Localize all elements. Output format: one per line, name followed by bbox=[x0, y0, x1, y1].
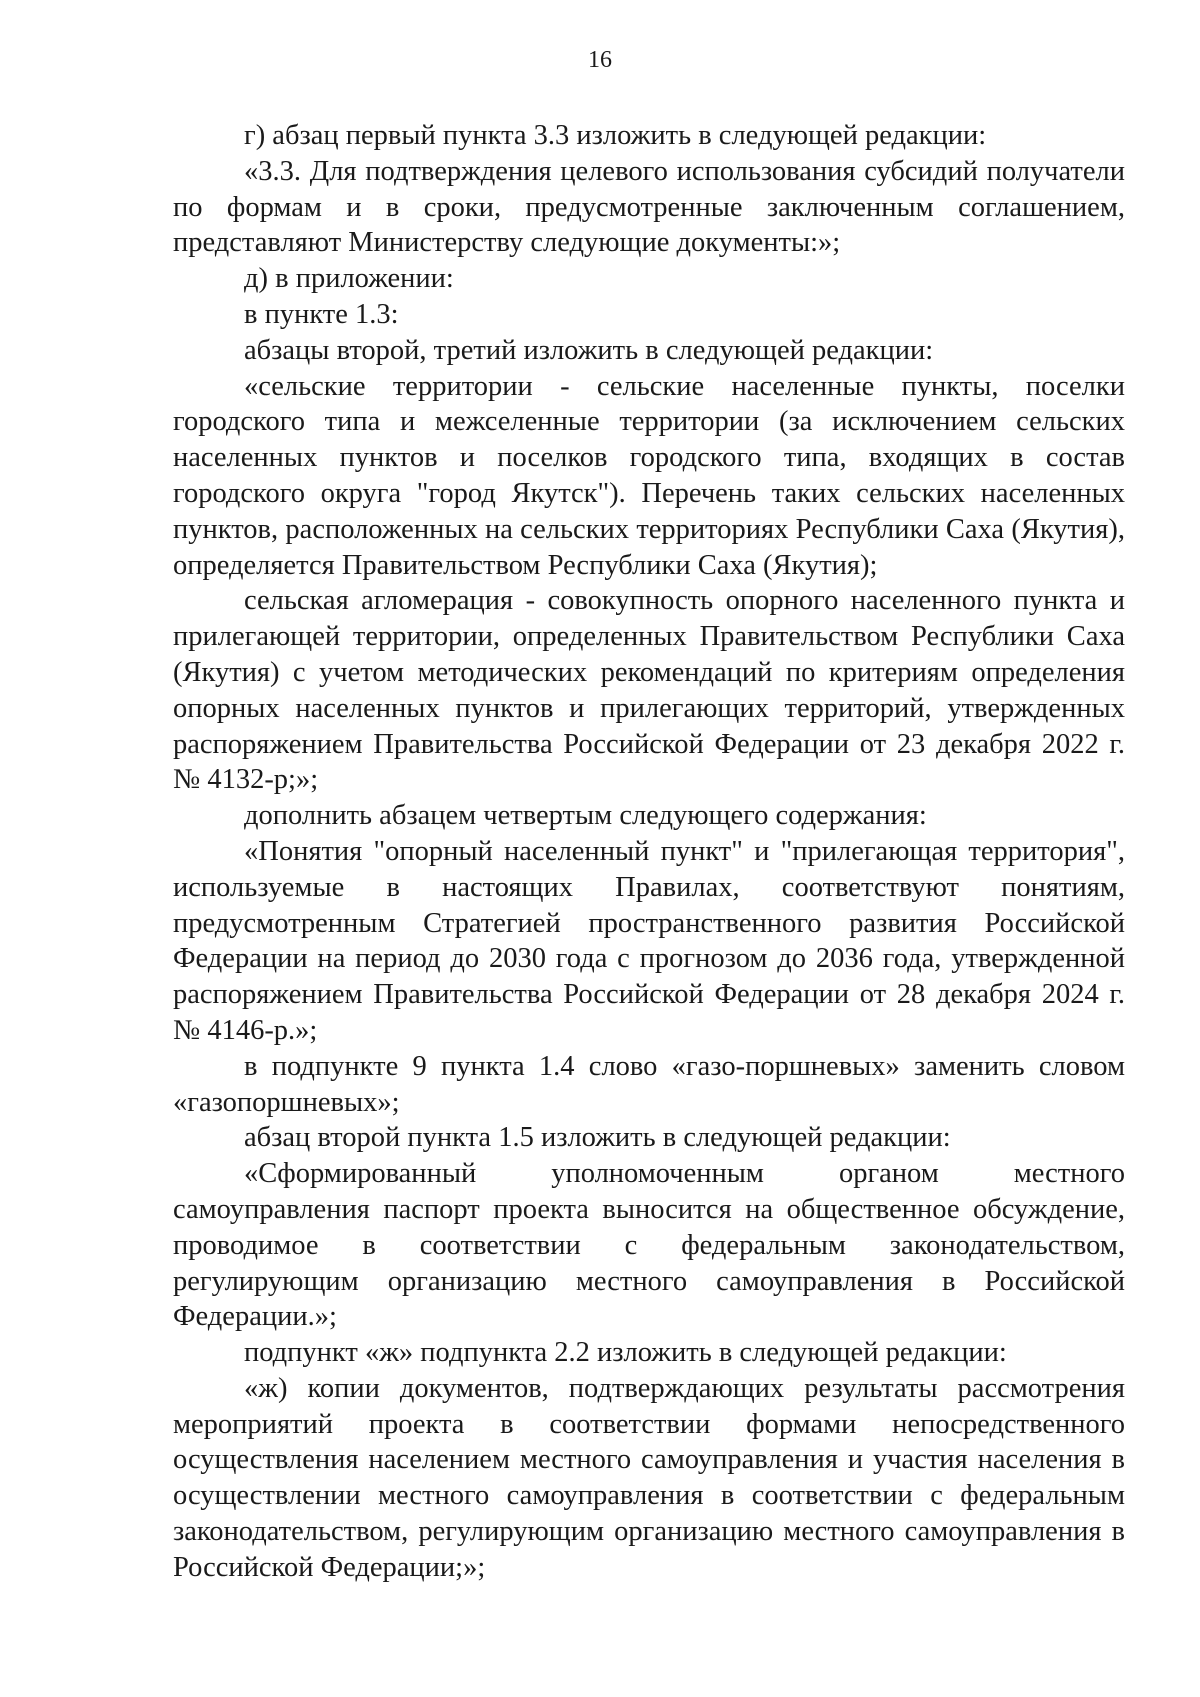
paragraph: в подпункте 9 пункта 1.4 слово «газо-поршневых» заменить словом «газопоршневых»; bbox=[173, 1050, 1125, 1118]
paragraph: сельская агломерация - совокупность опорного населенного пункта и прилегающей территории, определенных Правительством Республики Саха (Якутия) с учетом методических рекомендаций по критериям определения опорных населенных пунктов и прилегающих территорий, утвержденных распоряжением Правительства Российской Федерации от 23 декабря 2022 г. № 4132-р;»; bbox=[173, 585, 1125, 796]
paragraph: в пункте 1.3: bbox=[244, 298, 399, 330]
paragraph: «Понятия "опорный населенный пункт" и "прилегающая территория", используемые в настоящих Правилах, соответствуют понятиям, предусмотренным Стратегией пространственного развития Российской Федерации на период до 2030 года с прогнозом до 2036 года, утвержденной распоряжением Правительства Российской Федерации от 28 декабря 2024 г. № 4146-р.»; bbox=[173, 835, 1125, 1046]
paragraph: «Сформированный уполномоченным органом местного самоуправления паспорт проекта выносится на общественное обсуждение, проводимое в соответствии с федеральным законодательством, регулирующим организацию местного самоуправления в Российской Федерации.»; bbox=[173, 1158, 1125, 1333]
paragraph: абзацы второй, третий изложить в следующей редакции: bbox=[244, 334, 934, 366]
paragraph: «ж) копии документов, подтверждающих результаты рассмотрения мероприятий проекта в соответствии формами непосредственного осуществления населением местного самоуправления и участия населения в осуществлении местного самоуправления в соответствии с федеральным законодательством, регулирующим организацию местного самоуправления в Российской Федерации;»; bbox=[173, 1372, 1125, 1583]
paragraph: д) в приложении: bbox=[244, 263, 454, 295]
paragraph: дополнить абзацем четвертым следующего содержания: bbox=[244, 800, 927, 832]
paragraph: абзац второй пункта 1.5 изложить в следующей редакции: bbox=[244, 1122, 951, 1154]
paragraph: «сельские территории - сельские населенные пункты, поселки городского типа и межселенные территории (за исключением сельских населенных пунктов и поселков городского типа, входящих в состав городского округа "город Якутск"). Перечень таких сельских населенных пунктов, расположенных на сельских территориях Республики Саха (Якутия), определяется Правительством Республики Саха (Якутия); bbox=[173, 370, 1125, 581]
paragraph: подпункт «ж» подпункта 2.2 изложить в следующей редакции: bbox=[244, 1337, 1007, 1369]
page-number: 16 bbox=[588, 47, 612, 73]
document-body bbox=[173, 118, 1125, 1586]
paragraph: г) абзац первый пункта 3.3 изложить в следующей редакции: bbox=[244, 120, 987, 151]
paragraph: «3.3. Для подтверждения целевого использования субсидий получатели по формам и в сроки, предусмотренные заключенным соглашением, представляют Министерству следующие документы:»; bbox=[173, 155, 1125, 259]
